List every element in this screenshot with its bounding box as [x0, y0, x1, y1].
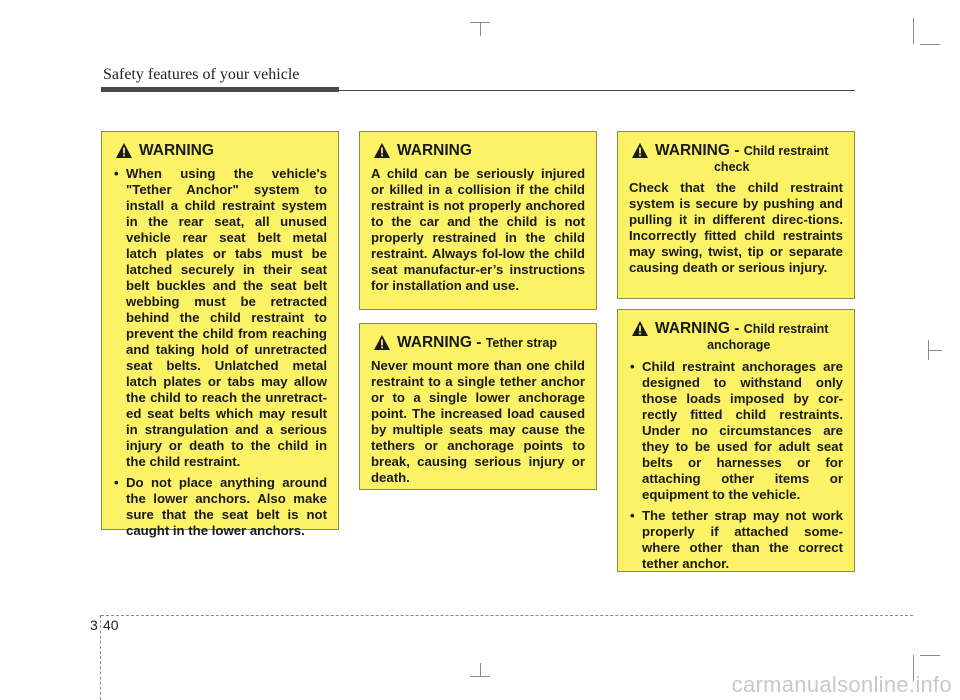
warning-subtitle-line2: check [713, 160, 750, 174]
warning-triangle-icon [115, 142, 133, 159]
list-item: • The tether strap may not work properly if attached some-where other than the correct tether anchor. [629, 508, 843, 572]
warning-subtitle: Child restraint [743, 144, 829, 158]
warning-text: Check that the child restraint system is secure by pushing and pulling it in different direc-tions. Incorrectly fitted child restraints may swing, twist, tip or separate causing death or serious injury. [629, 180, 843, 275]
watermark-text: carmanualsonline.info [731, 672, 952, 697]
footer-vertical-rule [100, 615, 101, 700]
warning-title [655, 142, 828, 159]
warning-triangle-icon [373, 142, 391, 159]
warning-header [373, 334, 585, 352]
warning-triangle-icon [373, 334, 391, 351]
warning-header [373, 142, 585, 160]
warning-box-tether-strap [359, 323, 597, 490]
warning-header [115, 142, 327, 160]
list-item: • Child restraint anchorages are designed to withstand only those loads imposed by cor-rectly fitted child restraints. Under no circumstances are they to be used for adult seat belts or harnesses or for attaching other items or equipment to the vehicle. [629, 359, 843, 503]
warning-header [631, 142, 843, 174]
crop-mark [920, 655, 940, 656]
warning-header [631, 320, 843, 352]
crop-mark [913, 18, 914, 44]
warning-title-main: WARNING - [655, 320, 744, 337]
page-header-title: Safety features of your vehicle [103, 66, 300, 83]
warning-subtitle: Tether strap [485, 336, 558, 350]
crop-mark [480, 663, 481, 677]
page-number: 40 [103, 617, 119, 633]
crop-mark [928, 350, 942, 351]
header-rule-thick [101, 87, 339, 92]
warning-title: WARNING [397, 142, 472, 159]
list-item: • When using the vehicle's "Tether Anchor" system to install a child restraint system in the rear seat, all unused vehicle rear seat belt metal latch plates or tabs must be latched securely in their seat belt buckles and the seat belt webbing must be retracted behind the child restraint to prevent the child from reaching and taking hold of unretracted seat belts. Unlatched metal latch plates or tabs may allow the child to reach the unretract-ed seat belts which may result in strangulation and a serious injury or death to the child in the child restraint. [113, 166, 327, 470]
chapter-number: 3 [90, 617, 98, 633]
crop-mark [920, 44, 940, 45]
warning-list [113, 166, 327, 539]
crop-mark [480, 22, 481, 36]
warning-triangle-icon [631, 320, 649, 337]
warning-subtitle-line2: anchorage [707, 338, 771, 352]
warning-title: WARNING [139, 142, 214, 159]
list-item: • Do not place anything around the lower anchors. Also make sure that the seat belt is not caught in the lower anchors. [113, 475, 327, 539]
warning-text: A child can be seriously injured or killed in a collision if the child restraint is not properly anchored to the car and the child is not properly restrained in the child restraint. Always fol-low the child seat manufactur-er’s instructions for installation and use. [371, 166, 585, 293]
warning-text: Never mount more than one child restraint to a single tether anchor or to a single lower anchorage point. The increased load caused by multiple seats may cause the tethers or anchorage points to break, causing serious injury or death. [371, 358, 585, 485]
warning-subtitle: Child restraint [743, 322, 829, 336]
warning-triangle-icon [631, 142, 649, 159]
warning-box-child-restraint-anchorage [617, 309, 855, 572]
warning-list [629, 359, 843, 572]
warning-box-tether-anchor-seatbelts [101, 131, 339, 538]
warning-title-main: WARNING - [397, 334, 486, 351]
warning-box-child-restraint-check [617, 131, 855, 299]
warning-box-child-restraint-anchoring [359, 131, 597, 310]
warning-title [397, 334, 557, 352]
header-rule-thin [339, 90, 855, 91]
footer-rule [101, 615, 913, 616]
warning-title-main: WARNING - [655, 142, 744, 159]
warning-title [655, 320, 828, 337]
